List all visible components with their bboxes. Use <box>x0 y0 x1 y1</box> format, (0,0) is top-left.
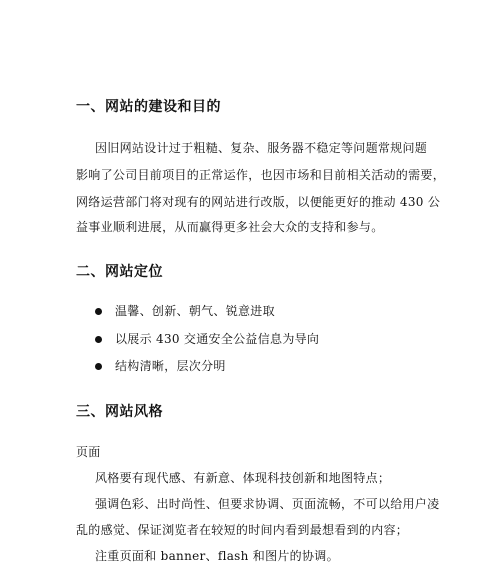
section-1-line-4: 益事业顺利进展，从而赢得更多社会大众的支持和参与。 <box>76 220 384 234</box>
bullet-icon <box>95 308 102 315</box>
section-2-heading: 二、网站定位 <box>76 264 163 280</box>
section-3-line-4: 注重页面和 banner、flash 和图片的协调。 <box>95 549 339 563</box>
bullet-item-3: 结构清晰，层次分明 <box>115 359 226 373</box>
section-1-line-2: 影响了公司目前项目的正常运作，也因市场和目前相关活动的需要， <box>76 168 446 182</box>
bullet-icon <box>95 363 102 370</box>
section-3-heading: 三、网站风格 <box>76 404 163 420</box>
bullet-item-2: 以展示 430 交通安全公益信息为导向 <box>115 332 320 346</box>
section-3-line-1: 风格要有现代感、有新意、体现科技创新和地图特点； <box>95 471 391 485</box>
bullet-icon <box>95 336 102 343</box>
section-3-line-2: 强调色彩、出时尚性、但要求协调、页面流畅，不可以给用户凌 <box>95 497 440 511</box>
section-1-heading: 一、网站的建设和目的 <box>76 99 221 115</box>
section-3-line-3: 乱的感觉、保证浏览者在较短的时间内看到最想看到的内容； <box>76 523 409 537</box>
bullet-item-1: 温馨、创新、朝气、锐意进取 <box>115 304 275 318</box>
section-1-line-1: 因旧网站设计过于粗糙、复杂、服务器不稳定等问题常规问题 <box>95 141 428 155</box>
section-3-subheading: 页面 <box>76 445 101 459</box>
section-1-line-3: 网络运营部门将对现有的网站进行改版，以便能更好的推动 430 公 <box>76 195 441 209</box>
